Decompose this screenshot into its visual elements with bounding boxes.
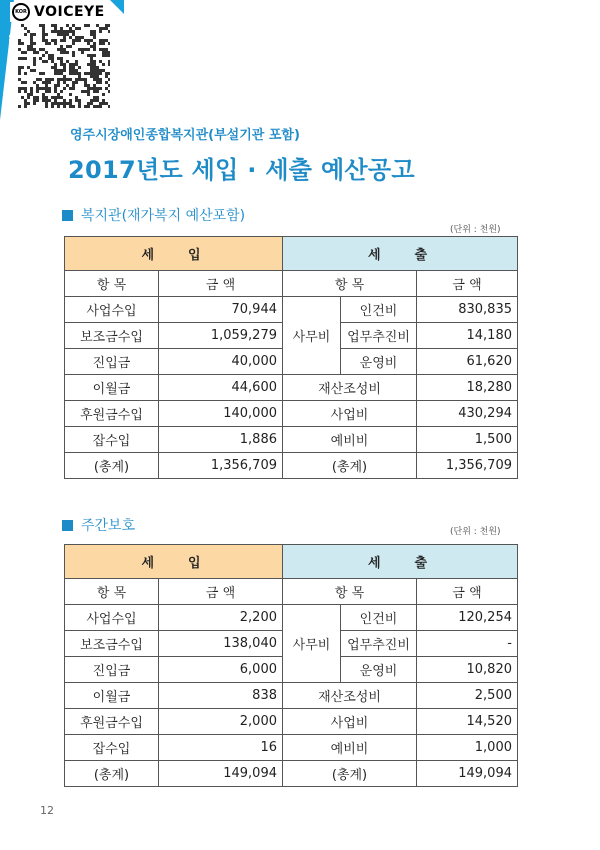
- expense-amount: 18,280: [417, 375, 518, 401]
- voiceye-code-icon: [18, 24, 110, 108]
- expense-amount: 61,620: [417, 349, 518, 375]
- income-amount: 40,000: [159, 349, 283, 375]
- column-header-item: 항 목: [283, 271, 417, 297]
- expense-item: 예비비: [283, 735, 417, 761]
- income-item: 보조금수입: [65, 631, 159, 657]
- table-row: [65, 297, 518, 323]
- unit-label: (단위 : 천원): [450, 225, 501, 235]
- expense-amount: 120,254: [417, 605, 518, 631]
- income-item: 후원금수입: [65, 401, 159, 427]
- table-row: [65, 427, 518, 453]
- voiceye-brand: VOICEYE: [34, 4, 105, 20]
- expense-item: 사업비: [283, 709, 417, 735]
- expense-group: 사무비: [283, 605, 341, 683]
- column-header-item: 항 목: [65, 271, 159, 297]
- expense-amount: 10,820: [417, 657, 518, 683]
- income-item: 후원금수입: [65, 709, 159, 735]
- expense-item: 업무추진비: [341, 631, 417, 657]
- column-header-amount: 금 액: [159, 579, 283, 605]
- income-amount: 1,356,709: [159, 453, 283, 479]
- expense-amount: 1,356,709: [417, 453, 518, 479]
- income-amount: 1,059,279: [159, 323, 283, 349]
- income-item: 사업수입: [65, 605, 159, 631]
- table-row: [65, 401, 518, 427]
- income-amount: 138,040: [159, 631, 283, 657]
- income-amount: 2,000: [159, 709, 283, 735]
- table-row: [65, 709, 518, 735]
- page-title: 2017년도 세입 · 세출 예산공고: [68, 156, 415, 184]
- expense-amount: 14,180: [417, 323, 518, 349]
- column-header-amount: 금 액: [417, 271, 518, 297]
- expense-amount: 2,500: [417, 683, 518, 709]
- income-amount: 44,600: [159, 375, 283, 401]
- income-item: 진입금: [65, 657, 159, 683]
- bullet-square-icon: [62, 520, 73, 531]
- column-header-item: 항 목: [65, 579, 159, 605]
- expense-item: 업무추진비: [341, 323, 417, 349]
- expense-amount: 430,294: [417, 401, 518, 427]
- bullet-square-icon: [62, 210, 73, 221]
- expense-item: (총계): [283, 453, 417, 479]
- table-row: [65, 375, 518, 401]
- column-header-amount: 금 액: [159, 271, 283, 297]
- table-row: [65, 683, 518, 709]
- expense-item: 사업비: [283, 401, 417, 427]
- expense-item: 재산조성비: [283, 683, 417, 709]
- table-row: [65, 761, 518, 787]
- budget-table: [64, 544, 518, 787]
- income-item: 이월금: [65, 683, 159, 709]
- income-amount: 2,200: [159, 605, 283, 631]
- section-heading: 복지관(재가복지 예산포함): [62, 205, 245, 225]
- income-item: 보조금수입: [65, 323, 159, 349]
- income-header: 세입: [65, 237, 283, 271]
- expense-amount: 830,835: [417, 297, 518, 323]
- income-amount: 16: [159, 735, 283, 761]
- expense-group: 사무비: [283, 297, 341, 375]
- column-header-item: 항 목: [283, 579, 417, 605]
- expense-header: 세출: [283, 237, 518, 271]
- expense-item: 운영비: [341, 657, 417, 683]
- income-item: 잡수입: [65, 427, 159, 453]
- income-amount: 140,000: [159, 401, 283, 427]
- section-heading: 주간보호: [62, 515, 135, 535]
- expense-amount: -: [417, 631, 518, 657]
- expense-item: (총계): [283, 761, 417, 787]
- income-amount: 1,886: [159, 427, 283, 453]
- expense-item: 재산조성비: [283, 375, 417, 401]
- page-number: 12: [40, 804, 54, 817]
- income-item: (총계): [65, 761, 159, 787]
- income-item: 이월금: [65, 375, 159, 401]
- expense-amount: 1,000: [417, 735, 518, 761]
- expense-amount: 149,094: [417, 761, 518, 787]
- expense-item: 운영비: [341, 349, 417, 375]
- column-header-amount: 금 액: [417, 579, 518, 605]
- table-row: [65, 453, 518, 479]
- income-item: 진입금: [65, 349, 159, 375]
- page-subtitle: 영주시장애인종합복지관(부설기관 포함): [70, 128, 300, 143]
- income-header: 세입: [65, 545, 283, 579]
- table-row: [65, 735, 518, 761]
- income-amount: 838: [159, 683, 283, 709]
- income-item: 사업수입: [65, 297, 159, 323]
- voiceye-logo: [10, 2, 110, 22]
- table-row: [65, 605, 518, 631]
- expense-header: 세출: [283, 545, 518, 579]
- expense-item: 예비비: [283, 427, 417, 453]
- income-amount: 6,000: [159, 657, 283, 683]
- income-amount: 70,944: [159, 297, 283, 323]
- expense-amount: 14,520: [417, 709, 518, 735]
- income-amount: 149,094: [159, 761, 283, 787]
- budget-table: [64, 236, 518, 479]
- expense-amount: 1,500: [417, 427, 518, 453]
- kor-logo-icon: KOR: [12, 3, 30, 21]
- expense-item: 인건비: [341, 605, 417, 631]
- income-item: 잡수입: [65, 735, 159, 761]
- unit-label: (단위 : 천원): [450, 527, 501, 537]
- voiceye-site-text: voiceye.com: [6, 33, 18, 106]
- expense-item: 인건비: [341, 297, 417, 323]
- income-item: (총계): [65, 453, 159, 479]
